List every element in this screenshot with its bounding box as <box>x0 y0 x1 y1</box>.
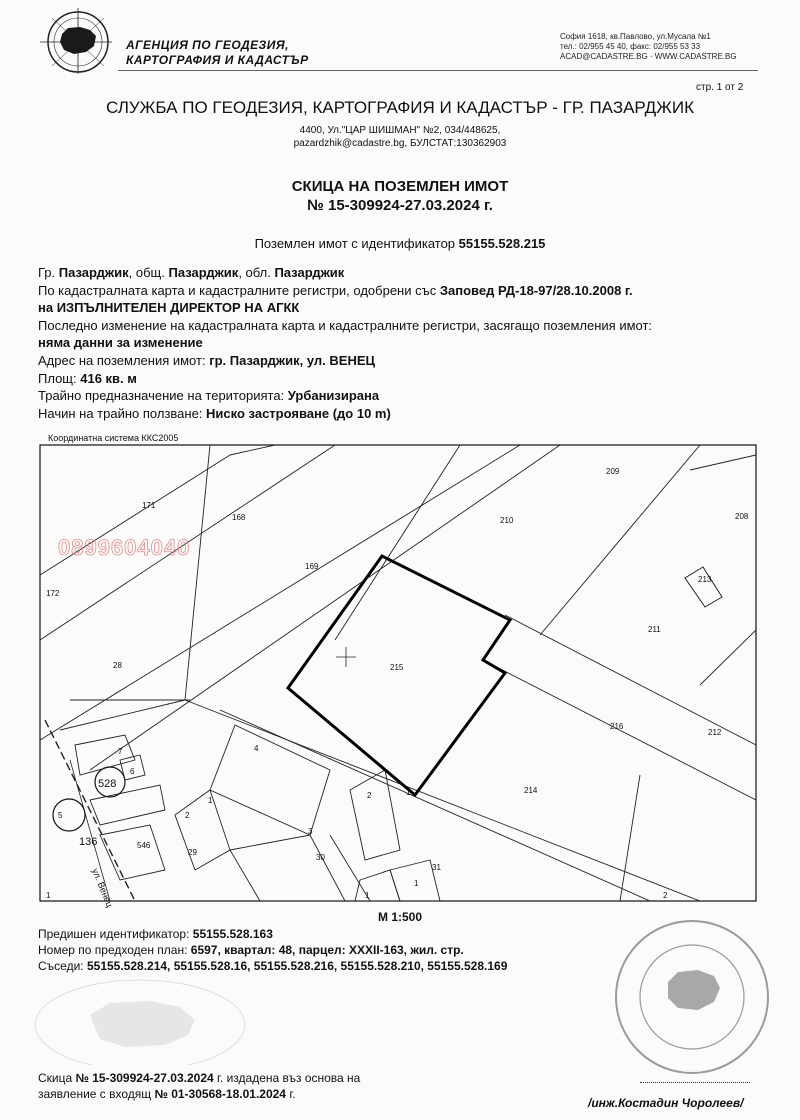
parcel-label-3: 3 <box>308 827 313 836</box>
parcel-outline <box>350 770 400 860</box>
office-address-line: 4400, Ул."ЦАР ШИШМАН" №2, 034/448625, <box>299 125 501 136</box>
approval-order: Заповед РД-18-97/28.10.2008 г. <box>439 282 633 298</box>
parcel-label-211: 211 <box>648 625 661 634</box>
agency-contact-line1: София 1618, кв.Павлово, ул.Мусала №1 <box>560 32 711 41</box>
usage-value: Ниско застрояване (до 10 m) <box>206 405 391 421</box>
subject-parcel-215 <box>288 556 510 795</box>
identifier-label: Поземлен имот с идентификатор <box>254 236 456 251</box>
street-label: ул. Венец <box>90 867 115 909</box>
identifier-value: 55155.528.215 <box>458 236 546 251</box>
boundary-line <box>185 445 210 700</box>
parcel-label-213: 213 <box>698 575 712 584</box>
parcel-label-212: 212 <box>708 728 722 737</box>
previous-plan-value: 6597, квартал: 48, парцел: XXXII-163, жил. стр. <box>190 943 464 957</box>
parcel-label-29: 29 <box>188 848 197 857</box>
map-frame <box>40 445 756 901</box>
parcel-outline <box>75 735 135 775</box>
neighbors-label: Съседи: <box>38 959 84 973</box>
parcel-label-172: 172 <box>46 589 60 598</box>
last-change-value: няма данни за изменение <box>38 335 203 351</box>
boundary-line <box>230 445 275 455</box>
office-title: СЛУЖБА ПО ГЕОДЕЗИЯ, КАРТОГРАФИЯ И КАДАСТЪР - ГР. ПАЗАРДЖИК <box>106 98 694 117</box>
footer-line2-number: № 01-30568-18.01.2024 <box>154 1087 286 1101</box>
coordinate-system-label: Координатна система ККС2005 <box>48 433 179 443</box>
boundary-line <box>620 775 640 901</box>
previous-ident-row <box>38 926 507 942</box>
page-number: стр. 1 от 2 <box>696 82 744 93</box>
parcel-label-546: 546 <box>137 841 151 850</box>
agency-contact-line2: тел.: 02/955 45 40, факс: 02/955 53 33 <box>560 42 701 51</box>
footer-line1-prefix: Скица <box>38 1071 73 1085</box>
parcel-label-2: 2 <box>663 891 668 900</box>
region-value: Пазарджик <box>274 265 345 280</box>
area-value: 416 кв. м <box>80 370 137 386</box>
parcel-label-136: 136 <box>79 836 98 848</box>
parcel-label-168: 168 <box>232 513 246 522</box>
footer-line2-suffix: г. <box>289 1087 296 1101</box>
parcel-outline <box>100 825 165 880</box>
footer-line1 <box>38 1070 360 1086</box>
parcel-label-209: 209 <box>606 467 620 476</box>
document-number: № 15-309924-27.03.2024 г. <box>307 197 493 214</box>
parcel-label-4: 4 <box>254 744 259 753</box>
approval-text: По кадастралната карта и кадастралните регистри, одобрени със <box>38 282 437 298</box>
boundary-line <box>330 835 370 901</box>
parcel-label-171: 171 <box>142 501 156 510</box>
parcel-outline <box>210 725 330 835</box>
parcel-outline <box>90 785 165 825</box>
signature-line <box>640 1082 750 1083</box>
office-contacts-line: pazardzhik@cadastre.bg, БУЛСТАТ:130362903 <box>293 138 507 149</box>
parcel-label-5: 5 <box>58 811 63 820</box>
previous-plan-label: Номер по предходен план: <box>38 943 188 957</box>
agency-name-line1: АГЕНЦИЯ ПО ГЕОДЕЗИЯ, <box>126 38 289 52</box>
purpose-label: Трайно предназначение на територията: <box>38 388 285 404</box>
purpose-value: Урбанизирана <box>287 388 380 404</box>
footer-line2 <box>38 1086 360 1102</box>
last-change-label: Последно изменение на кадастралната карта и кадастралните регистри, засягащо поземления имот: <box>38 317 653 333</box>
city-prefix: Гр. <box>38 265 56 280</box>
boundary-line <box>90 445 560 770</box>
background-emblem-icon <box>30 965 250 1065</box>
parcel-label-6: 6 <box>130 767 135 776</box>
building-outline <box>685 567 722 607</box>
previous-ident-value: 55155.528.163 <box>192 927 273 941</box>
parcel-label-2: 2 <box>367 791 372 800</box>
agency-contact-line3: ACAD@CADASTRE.BG · WWW.CADASTRE.BG <box>560 52 737 61</box>
boundary-line <box>700 630 756 685</box>
parcel-label-1: 1 <box>208 796 213 805</box>
parcel-label-1: 1 <box>46 891 51 900</box>
document-title-text: СКИЦА НА ПОЗЕМЛЕН ИМОТ <box>291 178 509 195</box>
boundary-line <box>505 615 756 745</box>
official-stamp-icon <box>612 912 772 1082</box>
parcel-label-528: 528 <box>98 778 117 790</box>
neighbors-value: 55155.528.214, 55155.528.16, 55155.528.216, 55155.528.210, 55155.528.169 <box>86 959 508 973</box>
parcel-label-28: 28 <box>113 661 122 670</box>
boundary-line <box>690 455 756 470</box>
previous-ident-label: Предишен идентификатор: <box>38 927 190 941</box>
parcel-outline <box>230 835 345 901</box>
parcel-outline <box>355 870 400 901</box>
footer-line2-prefix: заявление с входящ <box>38 1087 152 1101</box>
usage-label: Начин на трайно ползване: <box>38 405 203 421</box>
parcel-label-7: 7 <box>118 747 123 756</box>
parcel-label-30: 30 <box>316 853 325 862</box>
parcel-label-31: 31 <box>432 863 441 872</box>
boundary-line <box>60 700 185 730</box>
city-value: Пазарджик <box>58 265 129 280</box>
signature-name: /инж.Костадин Чоролеев/ <box>588 1096 744 1110</box>
agency-name-line2: КАРТОГРАФИЯ И КАДАСТЪР <box>126 53 309 67</box>
parcel-label-215: 215 <box>390 663 404 672</box>
boundary-line <box>540 445 700 635</box>
parcel-label-1: 1 <box>406 788 411 797</box>
municipality-value: Пазарджик <box>168 265 239 280</box>
previous-plan-row <box>38 942 507 958</box>
parcel-label-214: 214 <box>524 786 538 795</box>
footer <box>38 1070 360 1102</box>
footer-line1-number: № 15-309924-27.03.2024 <box>75 1071 214 1085</box>
address-label: Адрес на поземления имот: <box>38 352 206 368</box>
area-label: Площ: <box>38 370 77 386</box>
parcel-label-208: 208 <box>735 512 749 521</box>
address-value: гр. Пазарджик, ул. ВЕНЕЦ <box>209 352 375 368</box>
parcel-label-210: 210 <box>500 516 514 525</box>
boundary-line <box>335 445 460 640</box>
parcel-outline <box>175 790 230 870</box>
order-issuer: на ИЗПЪЛНИТЕЛЕН ДИРЕКТОР НА АГКК <box>38 300 300 316</box>
map-scale: М 1:500 <box>377 910 423 924</box>
parcel-label-169: 169 <box>305 562 319 571</box>
municipality-prefix: , общ. <box>128 265 165 280</box>
boundary-line <box>220 710 650 901</box>
watermark-phone: 0899604040 <box>58 535 191 560</box>
footer-line1-suffix: г. издадена въз основа на <box>217 1071 361 1085</box>
parcel-label-2: 2 <box>185 811 190 820</box>
parcel-label-1: 1 <box>365 891 370 900</box>
parcel-label-1: 1 <box>414 879 419 888</box>
parcel-label-216: 216 <box>610 722 624 731</box>
region-prefix: , обл. <box>238 265 271 280</box>
